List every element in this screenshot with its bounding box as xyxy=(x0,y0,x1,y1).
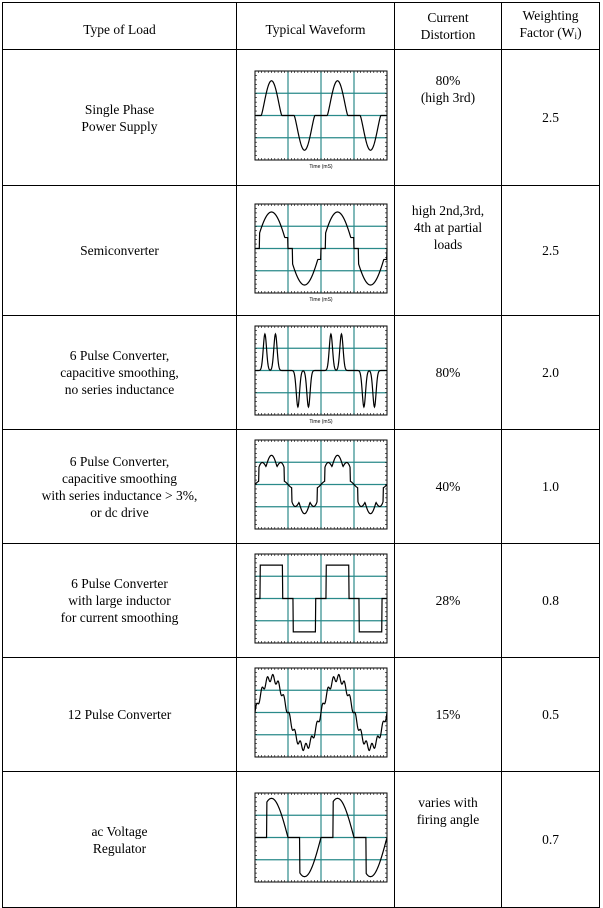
cell-type-of-load xyxy=(3,544,237,658)
current-distortion-line: 15% xyxy=(435,707,461,722)
waveform-plot xyxy=(241,662,391,768)
weighting-factor-value: 0.7 xyxy=(542,832,559,847)
type-of-load-line: capacitive smoothing, xyxy=(60,365,179,380)
table-row xyxy=(3,544,600,658)
header-typical-waveform-text: Typical Waveform xyxy=(265,21,366,37)
waveform-x-title: Time (mS) xyxy=(308,418,333,425)
cell-type-of-load xyxy=(3,430,237,544)
type-of-load-line: 6 Pulse Converter xyxy=(71,576,168,591)
type-of-load-line: ac Voltage xyxy=(91,823,148,839)
current-distortion-line: loads xyxy=(433,237,463,252)
type-of-load-line: Single Phase xyxy=(84,101,155,117)
cell-weighting-factor xyxy=(502,186,600,316)
harmonic-load-table xyxy=(2,2,600,908)
type-of-load-line: with large inductor xyxy=(68,593,171,608)
header-weighting-line2 xyxy=(502,24,599,45)
cell-weighting-factor xyxy=(502,430,600,544)
header-current-distortion-line2: Distortion xyxy=(420,27,476,42)
weighting-factor-value: 2.5 xyxy=(542,110,559,125)
table-row xyxy=(3,772,600,908)
waveform-plot xyxy=(241,320,391,426)
type-of-load-line: 6 Pulse Converter, xyxy=(69,348,170,363)
cell-type-of-load xyxy=(3,186,237,316)
header-weighting-factor xyxy=(502,3,600,50)
header-type-of-load xyxy=(3,3,237,50)
harmonic-load-table-page xyxy=(2,2,599,856)
type-of-load-line: or dc drive xyxy=(90,504,149,520)
header-weighting-factor-text: Factor (W xyxy=(519,25,575,40)
waveform-plot xyxy=(241,787,391,893)
table-row xyxy=(3,658,600,772)
weighting-factor-value: 0.8 xyxy=(542,593,559,608)
table-row xyxy=(3,186,600,316)
cell-current-distortion xyxy=(395,544,502,658)
current-distortion-line: 4th at partial xyxy=(413,220,483,235)
cell-typical-waveform xyxy=(237,772,395,908)
waveform-plot xyxy=(241,65,391,171)
waveform-plot xyxy=(241,198,391,304)
cell-typical-waveform xyxy=(237,658,395,772)
cell-weighting-factor xyxy=(502,316,600,430)
cell-current-distortion xyxy=(395,316,502,430)
header-current-distortion-line1: Current xyxy=(427,10,469,25)
waveform-plot xyxy=(241,548,391,654)
header-current-distortion xyxy=(395,3,502,50)
cell-current-distortion xyxy=(395,186,502,316)
cell-typical-waveform xyxy=(237,50,395,186)
cell-current-distortion xyxy=(395,430,502,544)
type-of-load-line: for current smoothing xyxy=(60,610,179,625)
current-distortion-line: varies with xyxy=(418,795,478,810)
header-weighting-line1: Weighting xyxy=(522,8,579,23)
waveform-plot xyxy=(241,434,391,540)
weighting-factor-value: 1.0 xyxy=(542,479,559,494)
header-weighting-subscript: i xyxy=(574,31,578,41)
weighting-factor-value: 2.0 xyxy=(542,365,559,380)
waveform-x-title: Time (mS) xyxy=(308,163,333,170)
table-row xyxy=(3,430,600,544)
type-of-load-line: Semiconverter xyxy=(80,243,159,258)
table-row xyxy=(3,316,600,430)
type-of-load-line: 6 Pulse Converter, xyxy=(69,453,170,469)
type-of-load-line: capacitive smoothing xyxy=(61,470,178,486)
cell-type-of-load xyxy=(3,50,237,186)
cell-weighting-factor xyxy=(502,544,600,658)
cell-type-of-load xyxy=(3,658,237,772)
table-header-row xyxy=(3,3,600,50)
table-row xyxy=(3,50,600,186)
header-typical-waveform xyxy=(237,3,395,50)
type-of-load-line: 12 Pulse Converter xyxy=(67,707,172,722)
cell-typical-waveform xyxy=(237,186,395,316)
cell-type-of-load xyxy=(3,772,237,908)
cell-current-distortion xyxy=(395,772,502,908)
cell-weighting-factor xyxy=(502,658,600,772)
type-of-load-line: with series inductance > 3%, xyxy=(41,487,198,503)
current-distortion-line: 80% xyxy=(435,365,461,380)
cell-weighting-factor xyxy=(502,50,600,186)
weighting-factor-value: 0.5 xyxy=(542,707,559,722)
type-of-load-line: Regulator xyxy=(92,840,147,856)
current-distortion-line: high 2nd,3rd, xyxy=(411,203,485,218)
table-body xyxy=(3,50,600,908)
cell-typical-waveform xyxy=(237,430,395,544)
current-distortion-line: firing angle xyxy=(416,812,480,827)
waveform-x-title: Time (mS) xyxy=(308,296,333,303)
current-distortion-line: 28% xyxy=(435,593,461,608)
type-of-load-line: Power Supply xyxy=(81,118,158,134)
type-of-load-line: no series inductance xyxy=(64,382,175,397)
weighting-factor-value: 2.5 xyxy=(542,243,559,258)
cell-type-of-load xyxy=(3,316,237,430)
cell-typical-waveform xyxy=(237,316,395,430)
current-distortion-line: 40% xyxy=(435,479,461,494)
current-distortion-line: (high 3rd) xyxy=(420,90,476,105)
cell-weighting-factor xyxy=(502,772,600,908)
current-distortion-line: 80% xyxy=(435,73,461,88)
header-weighting-close: ) xyxy=(577,25,582,40)
header-type-of-load-text: Type of Load xyxy=(83,21,156,37)
cell-typical-waveform xyxy=(237,544,395,658)
cell-current-distortion xyxy=(395,658,502,772)
cell-current-distortion xyxy=(395,50,502,186)
